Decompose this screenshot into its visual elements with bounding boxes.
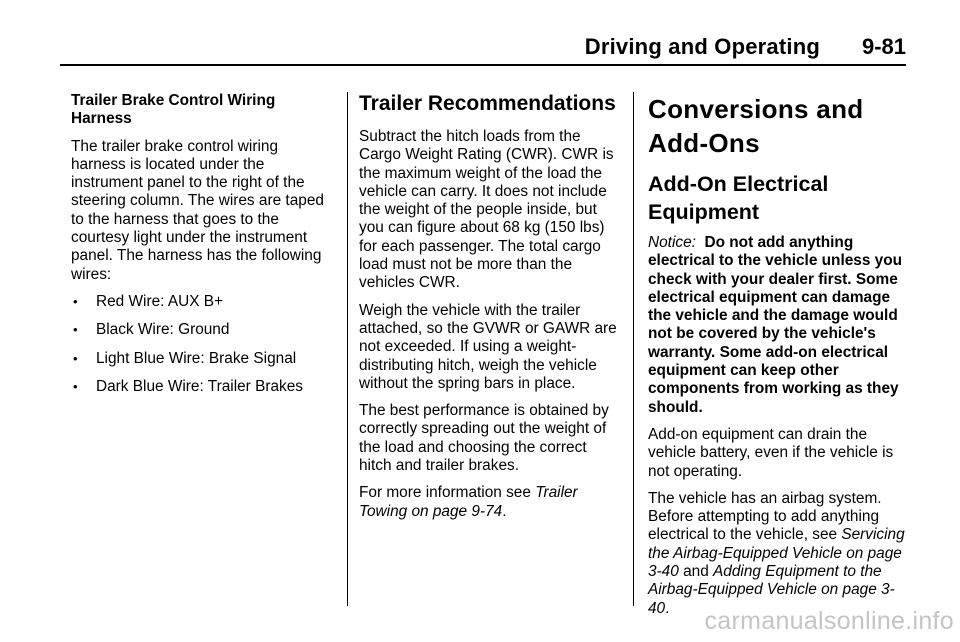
body-paragraph: Weigh the vehicle with the trailer attached, so the GVWR or GAWR are not exceeded. If using a weight-distributing hitch, weigh the vehicle without the spring bars in place. xyxy=(359,301,617,392)
bullet-icon: • xyxy=(73,322,78,338)
notice-text: Do not add anything electrical to the vehicle unless you check with your dealer first. Some electrical equipment can damage the vehicle and the damage would not be covered by the vehicle's warranty. Some add-on electrical equipment can keep other components from working as they should. xyxy=(648,234,903,416)
body-paragraph: Add-on equipment can drain the vehicle battery, even if the vehicle is not operating. xyxy=(648,425,894,480)
list-item: • Red Wire: AUX B+ xyxy=(73,292,224,310)
page-header xyxy=(60,28,906,66)
bullet-icon: • xyxy=(73,350,78,366)
section-heading: Add-On Electrical Equipment xyxy=(648,172,829,224)
bullet-icon: • xyxy=(73,293,78,309)
body-paragraph: For more information see Trailer Towing on page 9-74. xyxy=(359,484,578,520)
body-paragraph: The best performance is obtained by correctly spreading out the weight of the load and choosing the correct hitch and trailer brakes. xyxy=(359,402,609,475)
body-paragraph: Subtract the hitch loads from the Cargo Weight Rating (CWR). CWR is the maximum weight of the load the vehicle can carry. It does not include the weight of the people inside, but you can figure about 68 kg (150 lbs) for each passenger. The total cargo load must not be more than the vehicles CWR. xyxy=(359,128,614,292)
chapter-heading: Conversions and Add-Ons xyxy=(648,94,864,158)
column-middle xyxy=(359,92,619,530)
bullet-icon: • xyxy=(73,378,78,394)
section-title: Driving and Operating xyxy=(584,34,820,59)
body-paragraph: The vehicle has an airbag system. Before attempting to add anything electrical to the vehicle, see Servicing the Airbag-Equipped Vehicle on page 3-40 and Adding Equipment to the Airbag-Equipped Vehicle on page 3-40. xyxy=(648,489,905,617)
list-item: • Black Wire: Ground xyxy=(73,321,230,339)
section-heading: Trailer Recommendations xyxy=(359,92,616,115)
list-item: • Dark Blue Wire: Trailer Brakes xyxy=(73,377,303,395)
subheading: Trailer Brake Control Wiring Harness xyxy=(71,92,276,128)
watermark: carmanualsonline.info xyxy=(704,607,954,635)
column-left xyxy=(71,92,333,406)
column-divider xyxy=(633,92,634,606)
notice-paragraph xyxy=(648,234,912,417)
page-number: 9-81 xyxy=(861,34,906,59)
list-item: • Light Blue Wire: Brake Signal xyxy=(73,349,297,367)
wire-list xyxy=(71,293,333,396)
notice-label: Notice: xyxy=(648,234,696,251)
body-paragraph: The trailer brake control wiring harness is located under the instrument panel to the right of the steering column. The wires are taped to the harness that goes to the courtesy light under the instrument panel. The harness has the following wires: xyxy=(71,137,324,283)
cross-reference-link[interactable]: Adding Equipment to the Airbag-Equipped Vehicle on page 3-40 xyxy=(648,563,895,617)
column-right xyxy=(648,92,912,627)
cross-reference-link[interactable]: Servicing the Airbag-Equipped Vehicle on page 3-40 xyxy=(648,526,905,581)
column-divider xyxy=(347,92,348,606)
cross-reference-link[interactable]: Trailer Towing on page 9-74 xyxy=(359,484,578,520)
